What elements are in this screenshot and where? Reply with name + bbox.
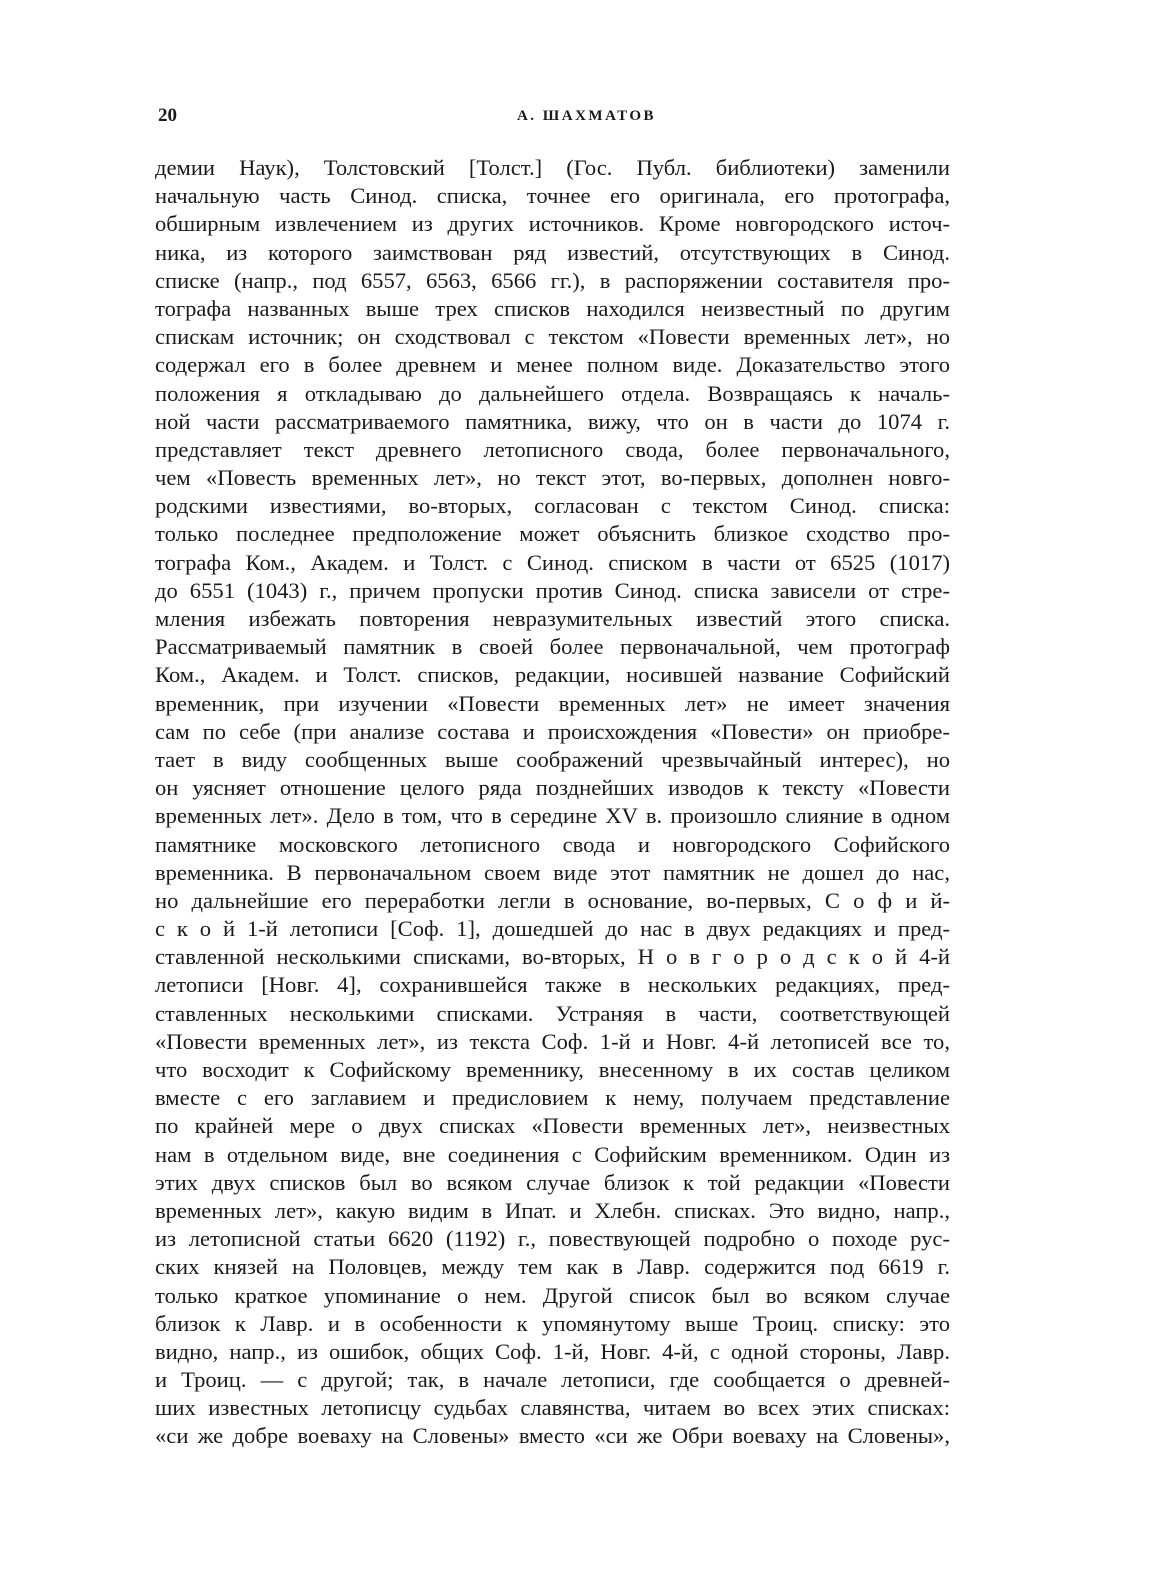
text-line: временник, при изучении «Повести временных лет» не имеет значения bbox=[155, 690, 950, 716]
text-line: сам по себе (при анализе состава и происхождения «Повести» он приобре- bbox=[155, 718, 950, 744]
text-line: мления избежать повторения невразумительных известий этого списка. bbox=[155, 606, 950, 631]
text-line: временных лет». Дело в том, что в середине XV в. произошло слияние в одном bbox=[155, 803, 950, 829]
text-line: ставленных несколькими списками. Устраняя в части, соответствующей bbox=[155, 1000, 950, 1026]
text-line: представляет текст древнего летописного свода, более первоначального, bbox=[155, 436, 950, 462]
text-line: тает в виду сообщенных выше соображений чрезвычайный интерес), но bbox=[155, 746, 950, 772]
text-line: начальную часть Синод. списка, точнее его оригинала, его протографа, bbox=[155, 183, 950, 209]
text-line: демии Наук), Толстовский [Толст.] (Гос. Публ. библиотеки) заменили bbox=[155, 155, 950, 180]
text-line: нам в отдельном виде, вне соединения с Софийским временником. Один из bbox=[155, 1141, 950, 1167]
text-line: обширным извлечением из других источников. Кроме новгородского источ- bbox=[155, 211, 950, 237]
text-line: видно, напр., из ошибок, общих Соф. 1-й, Новг. 4-й, с одной стороны, Лавр. bbox=[155, 1338, 950, 1364]
text-line: временника. В первоначальном своем виде этот памятник не дошел до нас, bbox=[155, 859, 950, 885]
text-line: тографа Ком., Академ. и Толст. с Синод. списком в части от 6525 (1017) bbox=[155, 549, 950, 575]
text-line: что восходит к Софийскому временнику, внесенному в их состав целиком bbox=[155, 1057, 950, 1082]
text-line: положения я откладываю до дальнейшего отдела. Возвращаясь к началь- bbox=[155, 380, 950, 406]
text-line: списке (напр., под 6557, 6563, 6566 гг.), в распоряжении составителя про- bbox=[155, 267, 950, 293]
text-line: близок к Лавр. и в особенности к упомянутому выше Троиц. списку: это bbox=[155, 1310, 950, 1336]
text-line: тографа названных выше трех списков находился неизвестный по другим bbox=[155, 295, 950, 321]
text-line: летописи [Новг. 4], сохранившейся также в нескольких редакциях, пред- bbox=[155, 972, 950, 998]
text-line: только последнее предположение может объяснить близкое сходство про- bbox=[155, 521, 950, 547]
text-line: но дальнейшие его переработки легли в основание, во-первых, С о ф и й- bbox=[155, 887, 950, 913]
text-line: он уясняет отношение целого ряда позднейших изводов к тексту «Повести bbox=[155, 775, 950, 801]
body-text bbox=[155, 154, 950, 1451]
text-line: «си же добре воеваху на Словены» вместо «си же Обри воеваху на Словены», bbox=[155, 1423, 950, 1449]
text-line: Рассматриваемый памятник в своей более первоначальной, чем протограф bbox=[155, 634, 950, 660]
page-number: 20 bbox=[158, 105, 177, 126]
running-head: А. ШАХМАТОВ bbox=[516, 108, 657, 124]
text-line: с к о й 1-й летописи [Соф. 1], дошедшей до нас в двух редакциях и пред- bbox=[155, 916, 950, 942]
text-line: родскими известиями, во-вторых, согласован с текстом Синод. списка: bbox=[155, 493, 950, 519]
text-line: до 6551 (1043) г., причем пропуски против Синод. списка зависели от стре- bbox=[155, 577, 950, 603]
text-line: Ком., Академ. и Толст. списков, редакции, носившей название Софийский bbox=[155, 662, 950, 688]
text-line: временных лет», какую видим в Ипат. и Хлебн. списках. Это видно, напр., bbox=[155, 1197, 950, 1223]
text-line: ских князей на Половцев, между тем как в Лавр. содержится под 6619 г. bbox=[155, 1254, 950, 1280]
text-line: по крайней мере о двух списках «Повести временных лет», неизвестных bbox=[155, 1113, 950, 1139]
text-line: и Троиц. — с другой; так, в начале летописи, где сообщается о древней- bbox=[155, 1367, 950, 1393]
text-line: из летописной статьи 6620 (1192) г., повествующей подробно о походе рус- bbox=[155, 1226, 950, 1252]
text-line: чем «Повесть временных лет», но текст этот, во-первых, дополнен новго- bbox=[155, 465, 950, 491]
text-line: ших известных летописцу судьбах славянства, читаем во всех этих списках: bbox=[155, 1395, 950, 1421]
text-line: ной части рассматриваемого памятника, вижу, что он в части до 1074 г. bbox=[155, 408, 950, 434]
text-line: «Повести временных лет», из текста Соф. 1-й и Новг. 4-й летописей все то, bbox=[155, 1028, 950, 1054]
text-line: ставленной несколькими списками, во-вторых, Н о в г о р о д с к о й 4-й bbox=[155, 944, 950, 970]
text-line: ника, из которого заимствован ряд известий, отсутствующих в Синод. bbox=[155, 239, 950, 265]
text-line: спискам источник; он сходствовал с текстом «Повести временных лет», но bbox=[155, 324, 950, 350]
text-line: этих двух списков был во всяком случае близок к той редакции «Повести bbox=[155, 1169, 950, 1195]
text-line: вместе с его заглавием и предисловием к нему, получаем представление bbox=[155, 1085, 950, 1111]
text-line: памятнике московского летописного свода и новгородского Софийского bbox=[155, 831, 950, 857]
text-line: содержал его в более древнем и менее полном виде. Доказательство этого bbox=[155, 352, 950, 378]
text-line: только краткое упоминание о нем. Другой список был во всяком случае bbox=[155, 1282, 950, 1308]
